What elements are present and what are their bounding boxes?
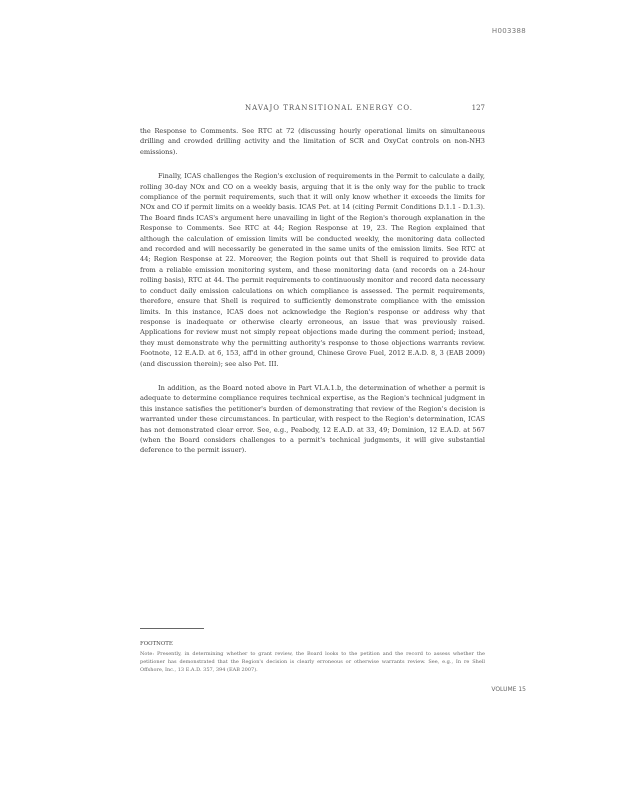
paragraph: the Response to Comments. See RTC at 72 (discussing hourly operational limits on simultaneous drilling and crowded drilling activity and the limitation of SCR and OxyCat controls on non-NH3 emissions). <box>140 127 485 156</box>
footnotes <box>140 640 485 674</box>
page-number: 127 <box>471 104 485 112</box>
paragraph: In addition, as the Board noted above in Part VI.A.1.b, the determination of whether a permit is adequate to determine compliance requires technical expertise, as the Region's technical judgment in this instance satisfies the petitioner's burden of demonstrating that review of the Region's decision is warranted under these circumstances. In particular, with respect to the Region's determination, ICAS has not demonstrated clear error. See, e.g., Peabody, 12 E.A.D. at 33, 49; Dominion, 12 E.A.D. at 567 (when the Board considers challenges to a permit's technical judgments, it will give substantial deference to the permit issuer). <box>140 383 485 455</box>
body-text <box>140 126 485 470</box>
footer-id: VOLUME 15 <box>491 686 526 693</box>
header-title: NAVAJO TRANSITIONAL ENERGY CO. <box>245 104 413 112</box>
paragraph: Finally, ICAS challenges the Region's exclusion of requirements in the Permit to calculate a daily, rolling 30-day NOx and CO on a weekly basis, arguing that it is the only way for the public to track compliance of the permit requirements, such that it will only know whether it exceeds the limits for NOx and CO if permit limits on a weekly basis. ICAS Pet. at 14 (citing Permit Conditions D.1.1 - D.1.3). The Board finds ICAS's argument here unavailing in light of the Region's thorough explanation in the Response to Comments. See RTC at 44; Region Response at 19, 23. The Region explained that although the calculation of emission limits will be conducted weekly, the monitoring data collected and recorded and will necessarily be generated in the same units of the emission limits. See RTC at 44; Region Response at 22. Moreover, the Region points out that Shell is required to provide data from a reliable emission monitoring system, and these monitoring data (and records on a 24-hour rolling basis), RTC at 44. The permit requirements to continuously monitor and record data necessary to conduct daily emission calculations on which compliance is assessed. The permit requirements, therefore, ensure that Shell is required to sufficiently demonstrate compliance with the emission limits. In this instance, ICAS does not acknowledge the Region's response or address why that response is inadequate or otherwise clearly erroneous, an issue that was previously raised. Applications for review must not simply repeat objections made during the comment period; instead, they must demonstrate why the permitting authority's response to those objections warrants review. Footnote, 12 E.A.D. at 6, 153, aff'd in other ground, Chinese Grove Fuel, 2012 E.A.D. 8, 3 (EAB 2009) (and discussion therein); see also Pet. III. <box>140 172 485 368</box>
footnote-divider <box>140 628 204 629</box>
footnote-label: FOOTNOTE <box>140 641 173 647</box>
document-id: H003388 <box>491 27 526 35</box>
running-header <box>140 104 485 116</box>
footnote-text: Note: Presently, in determining whether to grant review, the Board looks to the petition and the record to assess whether the petitioner has demonstrated that the Region's decision is clearly erroneous or otherwise warrants review. See, e.g., In re Shell Offshore, Inc., 13 E.A.D. 357, 394 (EAB 2007). <box>140 651 485 673</box>
